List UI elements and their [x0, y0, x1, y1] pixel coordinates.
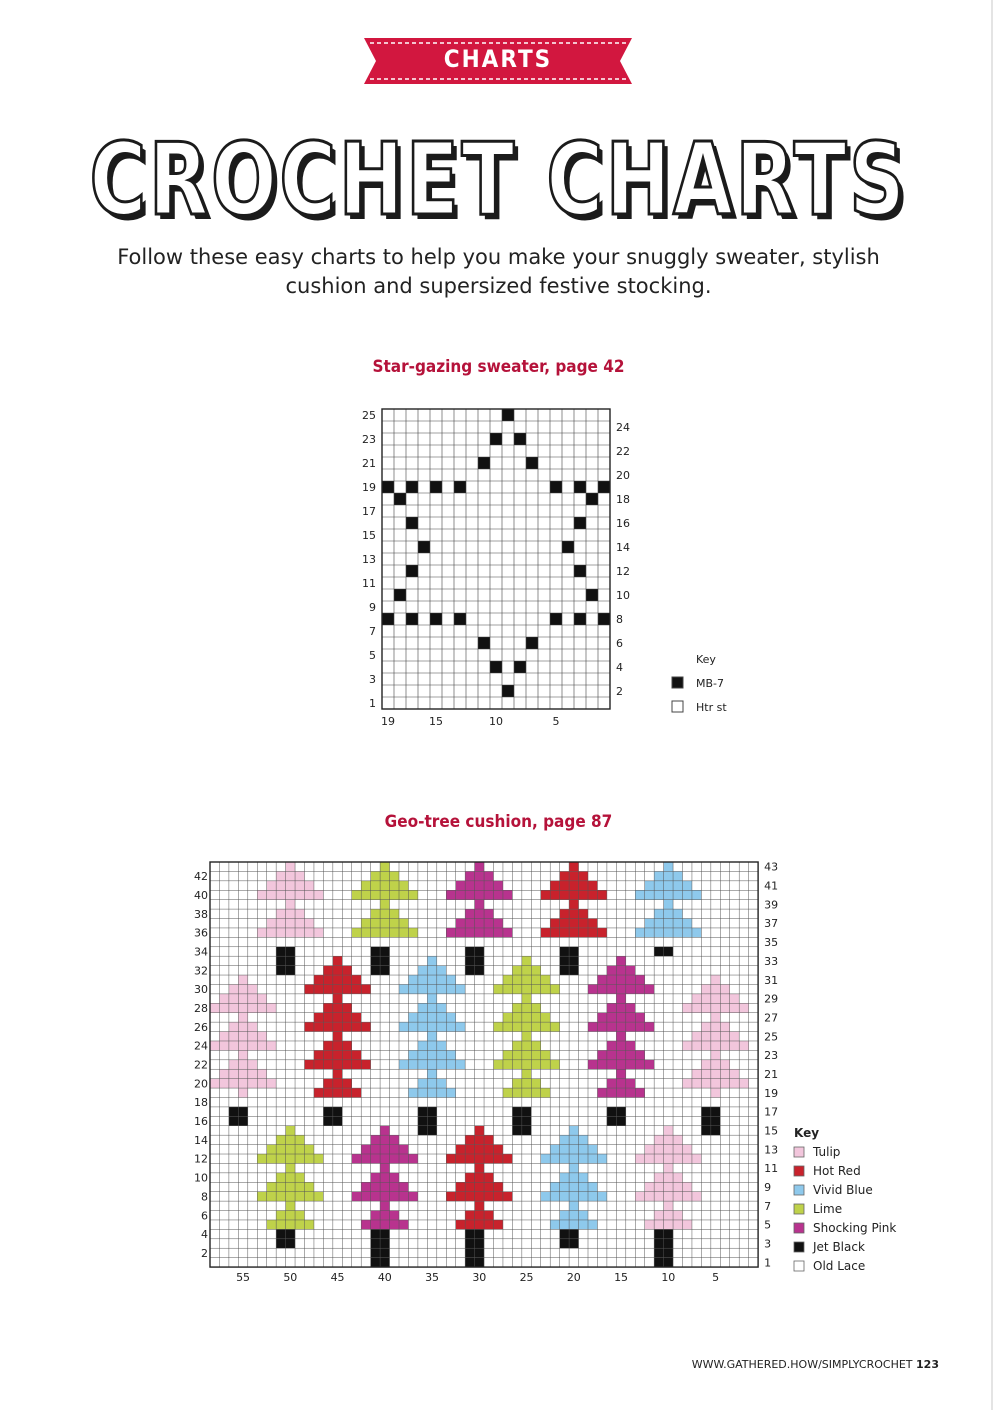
banner-label: CHARTS	[443, 45, 553, 73]
tree-canopy-row	[210, 1003, 276, 1012]
tree-canopy-row	[219, 1032, 266, 1041]
column-number: 35	[425, 1271, 440, 1285]
tree-canopy-row	[267, 881, 314, 890]
row-number-right: 21	[764, 1067, 779, 1081]
tree-canopy-row	[408, 1050, 455, 1059]
tree-canopy-row	[371, 909, 399, 918]
tree-canopy-row	[541, 1154, 607, 1163]
tree-canopy-row	[664, 900, 673, 909]
tree-canopy-row	[456, 881, 503, 890]
tree-canopy-row	[456, 1145, 503, 1154]
tree-canopy-row	[616, 956, 625, 965]
tree-canopy-row	[238, 1088, 247, 1097]
row-number-left: 38	[194, 907, 208, 921]
tree-canopy-row	[701, 1022, 729, 1031]
tree-canopy-row	[399, 1060, 465, 1069]
tree-canopy-row	[654, 909, 682, 918]
tree-canopy-row	[418, 966, 446, 975]
tree-canopy-row	[210, 1079, 276, 1088]
tree-canopy-row	[465, 909, 493, 918]
row-number-right: 20	[616, 469, 630, 482]
row-number-right: 22	[616, 445, 630, 458]
tree-canopy-row	[408, 1013, 455, 1022]
tree-canopy-row	[711, 975, 720, 984]
tree-canopy-row	[711, 1013, 720, 1022]
row-number-right: 27	[764, 1011, 779, 1025]
tree-canopy-row	[683, 1041, 749, 1050]
tree-canopy-row	[550, 919, 597, 928]
row-number-left: 42	[194, 870, 208, 884]
row-number-left: 40	[194, 888, 208, 902]
tree-canopy-row	[257, 1192, 323, 1201]
row-number-right: 16	[616, 517, 630, 530]
tree-canopy-row	[427, 994, 436, 1003]
tree-canopy-row	[550, 1182, 597, 1191]
row-number-right: 7	[764, 1199, 772, 1213]
column-number: 50	[283, 1271, 298, 1285]
tree-canopy-row	[597, 1013, 644, 1022]
tree-canopy-row	[560, 1135, 588, 1144]
row-number-right: 39	[764, 898, 779, 912]
tree-canopy-row	[607, 1041, 635, 1050]
row-number-right: 31	[764, 973, 779, 987]
tree-canopy-row	[446, 928, 512, 937]
tree-canopy-row	[597, 1088, 644, 1097]
tree-canopy-row	[305, 1022, 371, 1031]
tree-canopy-row	[361, 1182, 408, 1191]
row-number-right: 11	[764, 1162, 779, 1176]
tree-canopy-row	[645, 1220, 692, 1229]
tree-canopy-row	[276, 1135, 304, 1144]
tree-canopy-row	[692, 1069, 739, 1078]
tree-canopy-row	[276, 1173, 304, 1182]
tree-canopy-row	[399, 984, 465, 993]
row-number-right: 6	[616, 637, 623, 650]
tree-canopy-row	[323, 1041, 351, 1050]
row-number-left: 24	[194, 1039, 208, 1053]
column-number: 10	[489, 715, 503, 728]
tree-canopy-row	[654, 1135, 682, 1144]
tree-canopy-row	[465, 871, 493, 880]
sweater-chart-title: Star-gazing sweater, page 42	[372, 357, 625, 377]
tree-canopy-row	[692, 1032, 739, 1041]
tree-canopy-row	[664, 1163, 673, 1172]
row-number-right: 43	[764, 860, 779, 874]
tree-canopy-row	[503, 1013, 550, 1022]
tree-canopy-row	[541, 890, 607, 899]
tree-canopy-row	[427, 956, 436, 965]
row-number-left: 14	[194, 1133, 208, 1147]
tree-canopy-row	[597, 975, 644, 984]
tree-canopy-row	[475, 1163, 484, 1172]
tree-canopy-row	[607, 1003, 635, 1012]
tree-canopy-row	[541, 1192, 607, 1201]
tree-canopy-row	[257, 890, 323, 899]
tree-canopy-row	[654, 1173, 682, 1182]
tree-canopy-row	[427, 1032, 436, 1041]
column-number: 20	[566, 1271, 581, 1285]
row-number-left: 4	[201, 1228, 208, 1242]
tree-canopy-row	[238, 1050, 247, 1059]
row-number-left: 7	[369, 625, 376, 638]
tree-canopy-row	[371, 1173, 399, 1182]
row-number-left: 20	[194, 1077, 208, 1091]
tree-canopy-row	[352, 1154, 418, 1163]
tree-canopy-row	[314, 975, 361, 984]
row-number-right: 1	[764, 1256, 772, 1270]
tree-canopy-row	[333, 994, 342, 1003]
row-number-right: 9	[764, 1180, 772, 1194]
tree-canopy-row	[286, 900, 295, 909]
tree-canopy-row	[503, 975, 550, 984]
tree-canopy-row	[512, 1003, 540, 1012]
tree-canopy-row	[645, 1145, 692, 1154]
row-number-right: 25	[764, 1030, 779, 1044]
row-number-right: 33	[764, 954, 779, 968]
tree-canopy-row	[494, 1060, 560, 1069]
row-number-right: 35	[764, 936, 779, 950]
tree-canopy-row	[494, 984, 560, 993]
tree-canopy-row	[512, 1041, 540, 1050]
tree-canopy-row	[286, 1163, 295, 1172]
tree-canopy-row	[569, 1201, 578, 1210]
tree-canopy-row	[408, 1088, 455, 1097]
tree-canopy-row	[494, 1022, 560, 1031]
row-number-right: 5	[764, 1218, 772, 1232]
row-number-left: 36	[194, 926, 208, 940]
key-label: Shocking Pink	[813, 1221, 897, 1235]
tree-canopy-row	[711, 1088, 720, 1097]
tree-canopy-row	[635, 1192, 701, 1201]
tree-canopy-row	[607, 1079, 635, 1088]
tree-canopy-row	[276, 1211, 304, 1220]
tree-canopy-row	[616, 994, 625, 1003]
tree-canopy-row	[238, 975, 247, 984]
tree-canopy-row	[229, 1022, 257, 1031]
tree-canopy-row	[550, 881, 597, 890]
tree-canopy-row	[588, 984, 654, 993]
tree-canopy-row	[286, 1126, 295, 1135]
tree-canopy-row	[267, 919, 314, 928]
row-number-left: 11	[362, 577, 376, 590]
tree-canopy-row	[418, 1079, 446, 1088]
tree-canopy-row	[314, 1013, 361, 1022]
tree-canopy-row	[352, 1192, 418, 1201]
tree-canopy-row	[550, 1145, 597, 1154]
row-number-right: 15	[764, 1124, 779, 1138]
tree-canopy-row	[314, 1088, 361, 1097]
key-swatch	[794, 1242, 804, 1252]
tree-canopy-row	[683, 1079, 749, 1088]
tree-canopy-row	[635, 928, 701, 937]
tree-canopy-row	[465, 1135, 493, 1144]
tree-canopy-row	[380, 862, 389, 871]
footer-url: WWW.GATHERED.HOW/SIMPLYCROCHET	[691, 1358, 913, 1371]
tree-canopy-row	[361, 1145, 408, 1154]
tree-canopy-row	[352, 890, 418, 899]
tree-canopy-row	[361, 919, 408, 928]
tree-canopy-row	[560, 1211, 588, 1220]
tree-canopy-row	[286, 862, 295, 871]
tree-canopy-row	[475, 862, 484, 871]
footer	[692, 1358, 939, 1371]
tree-canopy-row	[645, 919, 692, 928]
cushion-chart-title: Geo-tree cushion, page 87	[384, 812, 613, 832]
row-number-left: 22	[194, 1058, 208, 1072]
row-number-right: 3	[764, 1237, 772, 1251]
tree-canopy-row	[512, 966, 540, 975]
row-number-left: 15	[362, 529, 376, 542]
tree-canopy-row	[380, 1201, 389, 1210]
tree-canopy-row	[380, 1163, 389, 1172]
tree-canopy-row	[569, 1163, 578, 1172]
tree-canopy-row	[427, 1069, 436, 1078]
tree-canopy-row	[645, 1182, 692, 1191]
row-number-left: 30	[194, 983, 208, 997]
tree-canopy-row	[305, 1060, 371, 1069]
row-number-right: 23	[764, 1049, 779, 1063]
tree-canopy-row	[361, 881, 408, 890]
row-number-left: 2	[201, 1246, 208, 1260]
tree-canopy-row	[456, 1220, 503, 1229]
row-number-right: 13	[764, 1143, 779, 1157]
tree-canopy-row	[267, 1145, 314, 1154]
tree-canopy-row	[569, 900, 578, 909]
tree-canopy-row	[654, 1211, 682, 1220]
tree-canopy-row	[286, 1201, 295, 1210]
tree-canopy-row	[645, 881, 692, 890]
tree-canopy-row	[560, 909, 588, 918]
row-number-left: 3	[369, 673, 376, 686]
column-number: 30	[472, 1271, 487, 1285]
key-swatch	[794, 1147, 804, 1157]
column-number: 19	[381, 715, 395, 728]
tree-canopy-row	[219, 1069, 266, 1078]
tree-canopy-row	[711, 1050, 720, 1059]
tree-canopy-row	[323, 1003, 351, 1012]
row-number-right: 19	[764, 1086, 779, 1100]
tree-canopy-row	[333, 956, 342, 965]
row-number-left: 21	[362, 457, 376, 470]
tree-canopy-row	[371, 1135, 399, 1144]
key-swatch	[794, 1261, 804, 1271]
key-label: Jet Black	[813, 1240, 865, 1254]
tree-canopy-row	[616, 1069, 625, 1078]
tree-canopy-row	[701, 1060, 729, 1069]
tree-canopy-row	[276, 871, 304, 880]
tree-canopy-row	[418, 1041, 446, 1050]
page-number: 123	[916, 1358, 939, 1371]
cushion-key-title: Key	[794, 1126, 820, 1140]
key-label: Lime	[813, 1202, 843, 1216]
row-number-right: 29	[764, 992, 779, 1006]
tree-canopy-row	[456, 919, 503, 928]
row-number-left: 26	[194, 1020, 208, 1034]
tree-canopy-row	[465, 1211, 493, 1220]
row-number-left: 1	[369, 697, 376, 710]
tree-canopy-row	[522, 956, 531, 965]
row-number-right: 8	[616, 613, 623, 626]
tree-canopy-row	[238, 1013, 247, 1022]
key-swatch	[794, 1166, 804, 1176]
key-swatch	[794, 1223, 804, 1233]
row-number-right: 24	[616, 421, 630, 434]
tree-canopy-row	[503, 1050, 550, 1059]
key-swatch	[794, 1185, 804, 1195]
tree-canopy-row	[588, 1060, 654, 1069]
tree-canopy-row	[380, 1126, 389, 1135]
tree-canopy-row	[418, 1003, 446, 1012]
column-number: 15	[614, 1271, 629, 1285]
tree-canopy-row	[569, 862, 578, 871]
tree-canopy-row	[607, 966, 635, 975]
tree-canopy-row	[267, 1220, 314, 1229]
row-number-left: 17	[362, 505, 376, 518]
row-number-left: 8	[201, 1190, 208, 1204]
row-number-left: 19	[362, 481, 376, 494]
tree-canopy-row	[560, 1173, 588, 1182]
tree-canopy-row	[475, 1201, 484, 1210]
row-number-right: 12	[616, 565, 630, 578]
tree-canopy-row	[512, 1079, 540, 1088]
column-number: 5	[552, 715, 560, 728]
tree-canopy-row	[475, 900, 484, 909]
tree-canopy-row	[352, 928, 418, 937]
tree-canopy-row	[267, 1182, 314, 1191]
tree-canopy-row	[333, 1032, 342, 1041]
tree-canopy-row	[257, 1154, 323, 1163]
tree-canopy-row	[333, 1069, 342, 1078]
tree-canopy-row	[597, 1050, 644, 1059]
tree-canopy-row	[314, 1050, 361, 1059]
tree-canopy-row	[446, 890, 512, 899]
tree-canopy-row	[323, 966, 351, 975]
key-swatch	[794, 1204, 804, 1214]
row-number-right: 10	[616, 589, 630, 602]
key-label: Htr st	[696, 701, 727, 714]
row-number-left: 13	[362, 553, 376, 566]
row-number-left: 12	[194, 1152, 208, 1166]
tree-canopy-row	[701, 984, 729, 993]
tree-canopy-row	[569, 1126, 578, 1135]
row-number-left: 16	[194, 1115, 208, 1129]
row-number-right: 17	[764, 1105, 779, 1119]
column-number: 45	[330, 1271, 345, 1285]
key-label: Hot Red	[813, 1164, 861, 1178]
tree-canopy-row	[588, 1022, 654, 1031]
tree-canopy-row	[276, 909, 304, 918]
tree-canopy-row	[522, 1069, 531, 1078]
column-number: 25	[519, 1271, 534, 1285]
column-number: 55	[236, 1271, 251, 1285]
tree-canopy-row	[503, 1088, 550, 1097]
key-label: MB-7	[696, 677, 725, 690]
row-number-right: 2	[616, 685, 623, 698]
tree-canopy-row	[210, 1041, 276, 1050]
column-number: 40	[377, 1271, 392, 1285]
key-label: Tulip	[813, 1145, 841, 1159]
tree-canopy-row	[654, 871, 682, 880]
column-number: 15	[429, 715, 443, 728]
tree-canopy-row	[465, 1173, 493, 1182]
tree-canopy-row	[664, 1126, 673, 1135]
tree-canopy-row	[475, 1126, 484, 1135]
row-number-left: 28	[194, 1002, 208, 1016]
tree-canopy-row	[323, 1079, 351, 1088]
tree-canopy-row	[635, 1154, 701, 1163]
page-title: CROCHET CHARTS	[89, 121, 908, 238]
tree-canopy-row	[361, 1220, 408, 1229]
intro-text: Follow these easy charts to help you make your snuggly sweater, stylish cushion and supersized festive stocking.	[117, 245, 880, 298]
tree-canopy-row	[522, 994, 531, 1003]
key-label: Vivid Blue	[813, 1183, 873, 1197]
row-number-right: 37	[764, 917, 779, 931]
tree-canopy-row	[692, 994, 739, 1003]
tree-canopy-row	[408, 975, 455, 984]
tree-canopy-row	[446, 1154, 512, 1163]
row-number-left: 10	[194, 1171, 208, 1185]
tree-canopy-row	[683, 1003, 749, 1012]
row-number-left: 9	[369, 601, 376, 614]
row-number-right: 4	[616, 661, 623, 674]
tree-canopy-row	[257, 928, 323, 937]
tree-canopy-row	[371, 1211, 399, 1220]
tree-canopy-row	[635, 890, 701, 899]
tree-canopy-row	[664, 1201, 673, 1210]
tree-canopy-row	[522, 1032, 531, 1041]
tree-canopy-row	[229, 1060, 257, 1069]
row-number-left: 18	[194, 1096, 208, 1110]
row-number-right: 41	[764, 879, 779, 893]
tree-canopy-row	[446, 1192, 512, 1201]
tree-canopy-row	[664, 862, 673, 871]
row-number-left: 34	[194, 945, 208, 959]
key-label: Old Lace	[813, 1259, 866, 1273]
row-number-left: 6	[201, 1209, 208, 1223]
tree-canopy-row	[541, 928, 607, 937]
tree-canopy-row	[371, 871, 399, 880]
row-number-left: 23	[362, 433, 376, 446]
tree-canopy-row	[560, 871, 588, 880]
row-number-left: 32	[194, 964, 208, 978]
row-number-right: 18	[616, 493, 630, 506]
column-number: 10	[661, 1271, 676, 1285]
row-number-right: 14	[616, 541, 630, 554]
tree-canopy-row	[616, 1032, 625, 1041]
tree-canopy-row	[229, 984, 257, 993]
tree-canopy-row	[305, 984, 371, 993]
sweater-key-title: Key	[696, 653, 716, 666]
row-number-left: 5	[369, 649, 376, 662]
tree-canopy-row	[380, 900, 389, 909]
tree-canopy-row	[550, 1220, 597, 1229]
tree-canopy-row	[219, 994, 266, 1003]
column-number: 5	[712, 1271, 720, 1285]
tree-canopy-row	[456, 1182, 503, 1191]
row-number-left: 25	[362, 409, 376, 422]
tree-canopy-row	[399, 1022, 465, 1031]
